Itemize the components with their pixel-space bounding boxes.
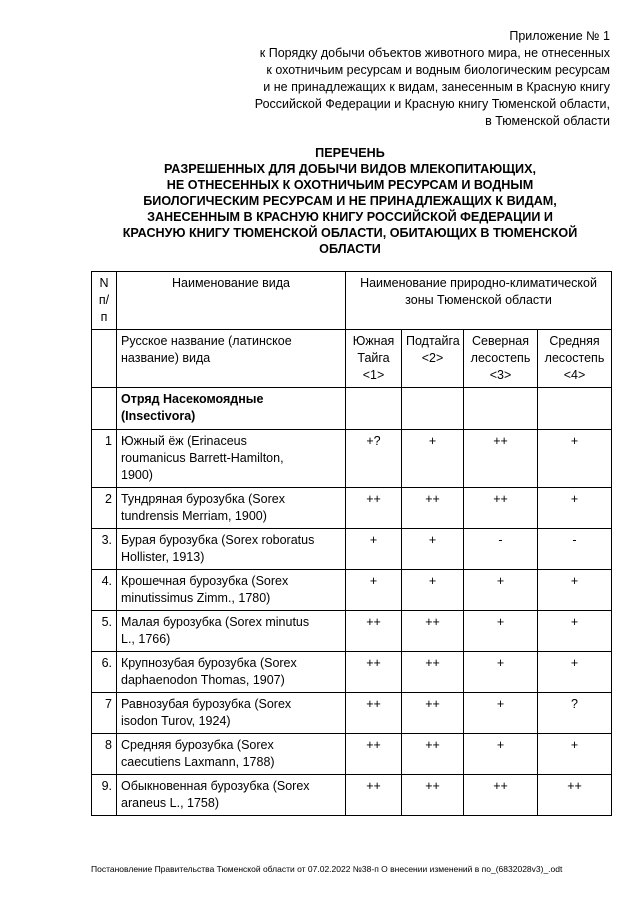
zone-4-value: +: [538, 652, 612, 693]
zone-3-value: -: [464, 529, 538, 570]
table-row: [92, 693, 612, 734]
row-number: 6.: [92, 652, 117, 693]
order-row: [92, 388, 612, 430]
species-name: Тундряная бурозубка (Sorex tundrensis Merriam, 1900): [117, 488, 346, 529]
subheader-species-detail: Русское название (латинское название) вида: [117, 330, 346, 388]
title-line: ПЕРЕЧЕНЬ: [315, 146, 385, 160]
table-row: [92, 529, 612, 570]
species-name: Крупнозубая бурозубка (Sorex daphaenodon Thomas, 1907): [117, 652, 346, 693]
zone-4-value: +: [538, 570, 612, 611]
appendix-line: и не принадлежащих к видам, занесенным в Красную книгу: [263, 80, 610, 94]
zone-1-value: ++: [346, 775, 402, 816]
species-name: Средняя бурозубка (Sorex caecutiens Laxmann, 1788): [117, 734, 346, 775]
zone-2-value: ++: [402, 611, 464, 652]
zone-4-value: +: [538, 611, 612, 652]
title-line: РАЗРЕШЕННЫХ ДЛЯ ДОБЫЧИ ВИДОВ МЛЕКОПИТАЮЩИХ,: [163, 162, 537, 176]
order-empty: [92, 388, 117, 430]
zone-4-value: ++: [538, 775, 612, 816]
row-number: 9.: [92, 775, 117, 816]
zone-2-value: ++: [402, 652, 464, 693]
zone-3-value: ++: [464, 775, 538, 816]
zone-1-value: ++: [346, 693, 402, 734]
zone-1-value: +: [346, 529, 402, 570]
table-row: [92, 430, 612, 488]
zone-4-value: +: [538, 734, 612, 775]
title-line: ОБЛАСТИ: [319, 242, 381, 256]
zone-1-value: +?: [346, 430, 402, 488]
zone-1-value: +: [346, 570, 402, 611]
row-number: 4.: [92, 570, 117, 611]
table-header-row: [92, 272, 612, 330]
order-cell-empty: [346, 388, 402, 430]
zone-2-value: ++: [402, 775, 464, 816]
zone-2-value: +: [402, 430, 464, 488]
species-name: Обыкновенная бурозубка (Sorex araneus L., 1758): [117, 775, 346, 816]
appendix-line: к Порядку добычи объектов животного мира, не отнесенных: [259, 46, 610, 60]
zone-1-value: ++: [346, 734, 402, 775]
table-row: [92, 488, 612, 529]
title-line: БИОЛОГИЧЕСКИМ РЕСУРСАМ И НЕ ПРИНАДЛЕЖАЩИХ К ВИДАМ,: [143, 194, 557, 208]
zone-3-value: +: [464, 734, 538, 775]
title-line: КРАСНУЮ КНИГУ ТЮМЕНСКОЙ ОБЛАСТИ, ОБИТАЮЩИХ В ТЮМЕНСКОЙ: [122, 226, 578, 240]
order-cell-empty: [402, 388, 464, 430]
order-label: Отряд Насекомоядные (Insectivora): [117, 388, 346, 430]
zone-4-value: ?: [538, 693, 612, 734]
zone-2-value: ++: [402, 693, 464, 734]
zone-1-value: ++: [346, 611, 402, 652]
row-number: 5.: [92, 611, 117, 652]
table-row: [92, 734, 612, 775]
row-number: 7: [92, 693, 117, 734]
table-row: [92, 570, 612, 611]
document-footer: Постановление Правительства Тюменской области от 07.02.2022 №38-п О внесении изменений в по_(6832028v3)_.odt: [91, 864, 563, 874]
zone-2-value: ++: [402, 734, 464, 775]
appendix-note: [170, 28, 610, 130]
zone-3-value: +: [464, 652, 538, 693]
zone-3-value: +: [464, 693, 538, 734]
zone-4-value: +: [538, 430, 612, 488]
species-name: Малая бурозубка (Sorex minutus L., 1766): [117, 611, 346, 652]
document-title: [90, 145, 610, 257]
table-subheader-row: [92, 330, 612, 388]
zone-south-taiga: Южная Тайга <1>: [346, 330, 402, 388]
species-name: Бурая бурозубка (Sorex roboratus Hollister, 1913): [117, 529, 346, 570]
appendix-line: в Тюменской области: [485, 114, 610, 128]
zone-3-value: ++: [464, 430, 538, 488]
species-table: [91, 271, 612, 816]
zone-3-value: +: [464, 611, 538, 652]
table-row: [92, 652, 612, 693]
zone-4-value: -: [538, 529, 612, 570]
order-cell-empty: [464, 388, 538, 430]
header-species: Наименование вида: [117, 272, 346, 330]
appendix-line: Приложение № 1: [509, 29, 610, 43]
header-zones: Наименование природно-климатической зоны Тюменской области: [346, 272, 612, 330]
zone-2-value: +: [402, 529, 464, 570]
row-number: 2: [92, 488, 117, 529]
zone-north-forest-steppe: Северная лесостепь <3>: [464, 330, 538, 388]
zone-1-value: ++: [346, 488, 402, 529]
species-name: Южный ёж (Erinaceus roumanicus Barrett-Hamilton, 1900): [117, 430, 346, 488]
species-name: Крошечная бурозубка (Sorex minutissimus Zimm., 1780): [117, 570, 346, 611]
title-line: ЗАНЕСЕННЫМ В КРАСНУЮ КНИГУ РОССИЙСКОЙ ФЕДЕРАЦИИ И: [147, 210, 553, 224]
title-line: НЕ ОТНЕСЕННЫХ К ОХОТНИЧЬИМ РЕСУРСАМ И ВОДНЫМ: [166, 178, 534, 192]
order-cell-empty: [538, 388, 612, 430]
species-name: Равнозубая бурозубка (Sorex isodon Turov, 1924): [117, 693, 346, 734]
zone-4-value: +: [538, 488, 612, 529]
table-row: [92, 775, 612, 816]
zone-2-value: +: [402, 570, 464, 611]
zone-2-value: ++: [402, 488, 464, 529]
zone-middle-forest-steppe: Средняя лесостепь <4>: [538, 330, 612, 388]
zone-3-value: +: [464, 570, 538, 611]
row-number: 1: [92, 430, 117, 488]
header-number: N п/п: [92, 272, 117, 330]
zone-subtaiga: Подтайга <2>: [402, 330, 464, 388]
row-number: 8: [92, 734, 117, 775]
subheader-empty: [92, 330, 117, 388]
appendix-line: к охотничьим ресурсам и водным биологическим ресурсам: [266, 63, 610, 77]
appendix-line: Российской Федерации и Красную книгу Тюменской области,: [254, 97, 610, 111]
row-number: 3.: [92, 529, 117, 570]
zone-1-value: ++: [346, 652, 402, 693]
zone-3-value: ++: [464, 488, 538, 529]
table-row: [92, 611, 612, 652]
